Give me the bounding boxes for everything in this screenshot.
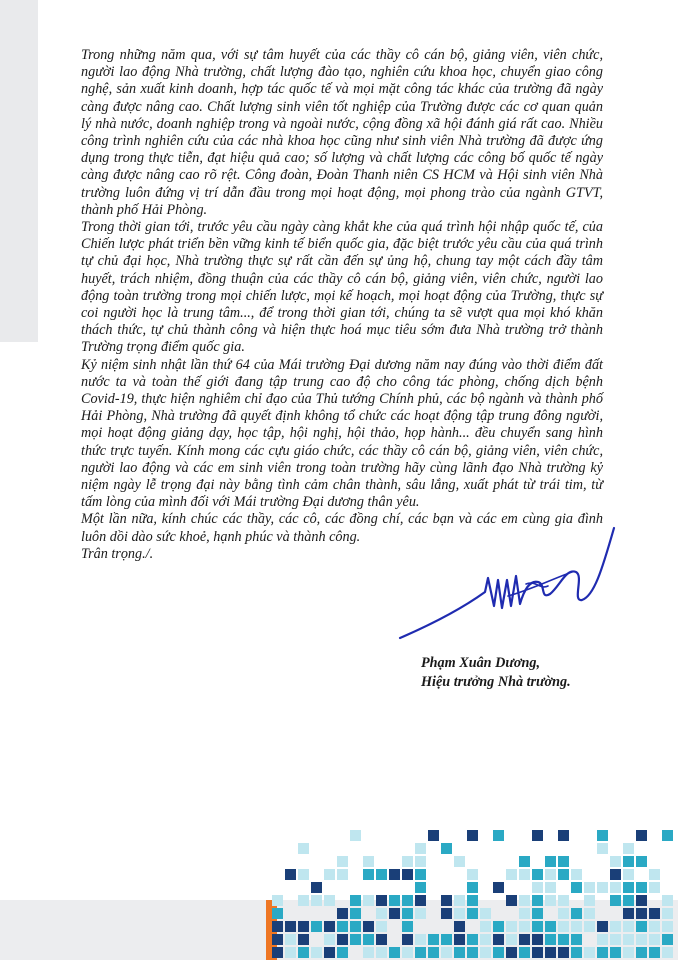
- mosaic-tile: [298, 921, 309, 932]
- mosaic-tile: [337, 856, 348, 867]
- mosaic-tile: [636, 830, 647, 841]
- mosaic-tile: [519, 869, 530, 880]
- mosaic-tile: [584, 921, 595, 932]
- mosaic-tile: [558, 921, 569, 932]
- mosaic-tile: [506, 921, 517, 932]
- mosaic-tile: [610, 856, 621, 867]
- mosaic-tile: [376, 869, 387, 880]
- mosaic-tile: [415, 882, 426, 893]
- mosaic-tile: [662, 934, 673, 945]
- mosaic-tile: [571, 908, 582, 919]
- mosaic-tile: [532, 934, 543, 945]
- mosaic-tile: [480, 934, 491, 945]
- mosaic-tile: [506, 947, 517, 958]
- signer-title: Hiệu trưởng Nhà trường.: [421, 674, 571, 690]
- mosaic-tile: [623, 843, 634, 854]
- mosaic-tile: [311, 882, 322, 893]
- mosaic-tile: [532, 869, 543, 880]
- mosaic-tile: [285, 947, 296, 958]
- mosaic-tile: [467, 908, 478, 919]
- mosaic-tile: [532, 921, 543, 932]
- mosaic-tile: [415, 947, 426, 958]
- mosaic-tile: [363, 895, 374, 906]
- mosaic-tile: [584, 895, 595, 906]
- mosaic-tile: [467, 869, 478, 880]
- mosaic-tile: [519, 895, 530, 906]
- mosaic-tile: [662, 921, 673, 932]
- mosaic-tile: [337, 869, 348, 880]
- mosaic-tile: [623, 921, 634, 932]
- mosaic-tile: [571, 882, 582, 893]
- mosaic-tile: [545, 869, 556, 880]
- mosaic-tile: [597, 882, 608, 893]
- mosaic-tile: [441, 843, 452, 854]
- mosaic-tile: [402, 895, 413, 906]
- mosaic-tile: [350, 830, 361, 841]
- mosaic-tile: [337, 921, 348, 932]
- mosaic-tile: [636, 856, 647, 867]
- mosaic-tile: [623, 947, 634, 958]
- mosaic-tile: [272, 934, 283, 945]
- mosaic-tile: [389, 947, 400, 958]
- mosaic-tile: [480, 908, 491, 919]
- mosaic-tile: [402, 856, 413, 867]
- mosaic-tile: [558, 934, 569, 945]
- paragraph-2: Trong thời gian tới, trước yêu cầu ngày càng khắt khe của quá trình hội nhập quốc tế, của Chiến lược phát triển bền vững kinh tế biển quốc gia, đặc biệt trước yêu cầu của quá trình tự chủ đại học, Nhà trường thực sự rất cần đến sự ủng hộ, chung tay một cách đầy tâm huyết, trách nhiệm, đồng thuận của các thầy cô cán bộ, giảng viên, viên chức, người lao động toàn trường trong mọi chiến lược, mọi kế hoạch, mọi hoạt động của Trường, thực sự coi người học là trung tâm..., để trong thời gian tới, chúng ta sẽ vượt qua mọi khó khăn thách thức, tự chủ thành công và hiện thực hoá mục tiêu sớm đưa Nhà trường trở thành Trường trọng điểm quốc gia.: [81, 219, 603, 356]
- mosaic-tile: [285, 921, 296, 932]
- signer-block: [421, 654, 571, 692]
- mosaic-tile: [363, 869, 374, 880]
- mosaic-tile: [363, 856, 374, 867]
- mosaic-tile: [285, 934, 296, 945]
- paragraph-1: Trong những năm qua, với sự tâm huyết của các thầy cô cán bộ, giảng viên, viên chức, người lao động Nhà trường, chất lượng đào tạo, nghiên cứu khoa học, chuyển giao công nghệ, sản xuất kinh doanh, hợp tác quốc tế và mọi mặt công tác khác của trường đã ngày càng được nâng cao. Chất lượng sinh viên tốt nghiệp của Trường được các cơ quan quản lý nhà nước, doanh nghiệp trong và ngoài nước, cộng đồng xã hội đánh giá rất cao. Nhiều công trình nghiên cứu của các nhà khoa học cũng như sinh viên Nhà trường đã được ứng dụng trong thực tiễn, đạt hiệu quả cao; số lượng và chất lượng các công bố quốc tế ngày càng được nâng cao rõ rệt. Công đoàn, Đoàn Thanh niên CS HCM và Hội sinh viên Nhà trường luôn đứng vị trí dẫn đầu trong mọi hoạt động, mọi phong trào của ngành GTVT, thành phố Hải Phòng.: [81, 47, 603, 218]
- mosaic-tile: [649, 947, 660, 958]
- mosaic-tile: [389, 869, 400, 880]
- mosaic-tile: [441, 908, 452, 919]
- mosaic-tile: [337, 934, 348, 945]
- mosaic-tile: [298, 947, 309, 958]
- mosaic-tile: [441, 934, 452, 945]
- mosaic-tile: [610, 921, 621, 932]
- mosaic-tile: [428, 830, 439, 841]
- mosaic-tile: [376, 908, 387, 919]
- mosaic-tile: [272, 895, 283, 906]
- mosaic-tile: [558, 856, 569, 867]
- mosaic-tile: [272, 947, 283, 958]
- mosaic-tile: [532, 830, 543, 841]
- mosaic-tile: [532, 908, 543, 919]
- mosaic-tile: [350, 895, 361, 906]
- mosaic-tile: [298, 895, 309, 906]
- mosaic-tile: [519, 856, 530, 867]
- mosaic-tile: [441, 947, 452, 958]
- mosaic-tile: [519, 947, 530, 958]
- mosaic-tile: [584, 882, 595, 893]
- paragraph-4: Một lần nữa, kính chúc các thầy, các cô, các đồng chí, các bạn và các em cùng gia đình luôn dồi dào sức khoẻ, hạnh phúc và thành công.: [81, 511, 603, 545]
- mosaic-tile: [623, 856, 634, 867]
- mosaic-tile: [610, 882, 621, 893]
- mosaic-tile: [545, 947, 556, 958]
- mosaic-tile: [402, 934, 413, 945]
- mosaic-tile: [493, 934, 504, 945]
- mosaic-tile: [363, 947, 374, 958]
- mosaic-tile: [376, 947, 387, 958]
- mosaic-tile: [636, 908, 647, 919]
- mosaic-tile: [597, 934, 608, 945]
- mosaic-tile: [285, 869, 296, 880]
- mosaic-tile: [454, 921, 465, 932]
- mosaic-tile: [493, 830, 504, 841]
- mosaic-tile: [350, 908, 361, 919]
- mosaic-tile: [350, 921, 361, 932]
- mosaic-tile: [324, 869, 335, 880]
- mosaic-tile: [623, 934, 634, 945]
- mosaic-tile: [584, 947, 595, 958]
- mosaic-tile: [662, 908, 673, 919]
- mosaic-tile: [636, 882, 647, 893]
- mosaic-tile: [480, 947, 491, 958]
- mosaic-tile: [415, 843, 426, 854]
- mosaic-tile: [389, 895, 400, 906]
- mosaic-tile: [376, 895, 387, 906]
- mosaic-tile: [311, 895, 322, 906]
- mosaic-tile: [350, 934, 361, 945]
- mosaic-tile: [415, 934, 426, 945]
- mosaic-tile: [610, 869, 621, 880]
- mosaic-tile: [649, 882, 660, 893]
- mosaic-tile: [324, 895, 335, 906]
- mosaic-tile: [506, 869, 517, 880]
- mosaic-tile: [272, 908, 283, 919]
- mosaic-tile: [402, 908, 413, 919]
- mosaic-tile: [584, 908, 595, 919]
- mosaic-tile: [636, 934, 647, 945]
- mosaic-tile: [532, 895, 543, 906]
- paragraph-3: Kỷ niệm sinh nhật lần thứ 64 của Mái trường Đại dương năm nay đúng vào thời điểm đất nước ta và toàn thế giới đang tập trung cao độ cho công tác phòng, chống dịch bệnh Covid-19, thực hiện nghiêm chỉ đạo của Thủ tướng Chính phủ, các bộ ngành và thành phố Hải Phòng, Nhà trường đã quyết định không tổ chức các hoạt động tập trung đông người, mọi hoạt động giảng dạy, học tập, hội nghị, hội thảo, họp hành... đều chuyển sang hình thức trực tuyến. Kính mong các cựu giáo chức, các thầy cô cán bộ, giảng viên, viên chức, người lao động và các em sinh viên trong toàn trường hãy cùng lãnh đạo Nhà trường kỷ niệm ngày lễ trọng đại này bằng tình cảm chân thành, sâu lắng, xuất phát từ trái tim, từ tấm lòng của mình đối với Mái trường Đại dương thân yêu.: [81, 356, 603, 511]
- mosaic-tile: [597, 921, 608, 932]
- handwritten-signature: [390, 520, 620, 650]
- mosaic-tile: [571, 921, 582, 932]
- mosaic-tile: [337, 908, 348, 919]
- mosaic-tile: [558, 908, 569, 919]
- mosaic-tile: [402, 947, 413, 958]
- mosaic-tile: [311, 947, 322, 958]
- mosaic-tile: [649, 934, 660, 945]
- mosaic-tile: [558, 947, 569, 958]
- mosaic-tile: [662, 947, 673, 958]
- mosaic-tile: [402, 869, 413, 880]
- mosaic-tile: [610, 934, 621, 945]
- mosaic-tile: [389, 908, 400, 919]
- mosaic-tile: [428, 947, 439, 958]
- mosaic-tile: [571, 947, 582, 958]
- mosaic-tile: [415, 895, 426, 906]
- mosaic-tile: [558, 869, 569, 880]
- mosaic-tile: [636, 895, 647, 906]
- mosaic-tile: [467, 895, 478, 906]
- mosaic-tile: [363, 934, 374, 945]
- mosaic-tile: [649, 921, 660, 932]
- mosaic-tile: [506, 934, 517, 945]
- mosaic-tile: [376, 934, 387, 945]
- mosaic-tile: [519, 934, 530, 945]
- mosaic-tile: [272, 921, 283, 932]
- mosaic-tile: [493, 921, 504, 932]
- mosaic-tile: [402, 921, 413, 932]
- mosaic-tile: [636, 947, 647, 958]
- mosaic-tile: [454, 895, 465, 906]
- letter-body: [81, 47, 603, 563]
- pixel-mosaic-decoration: [272, 820, 678, 960]
- mosaic-tile: [610, 895, 621, 906]
- mosaic-tile: [467, 830, 478, 841]
- mosaic-tile: [519, 908, 530, 919]
- mosaic-tile: [623, 908, 634, 919]
- mosaic-tile: [467, 947, 478, 958]
- mosaic-tile: [324, 947, 335, 958]
- mosaic-tile: [415, 908, 426, 919]
- mosaic-tile: [519, 921, 530, 932]
- mosaic-tile: [532, 947, 543, 958]
- mosaic-tile: [506, 895, 517, 906]
- mosaic-tile: [532, 882, 543, 893]
- mosaic-tile: [337, 947, 348, 958]
- mosaic-tile: [454, 908, 465, 919]
- mosaic-tile: [662, 830, 673, 841]
- mosaic-tile: [571, 934, 582, 945]
- mosaic-tile: [324, 921, 335, 932]
- mosaic-tile: [545, 921, 556, 932]
- mosaic-tile: [415, 856, 426, 867]
- mosaic-tile: [454, 934, 465, 945]
- mosaic-tile: [662, 895, 673, 906]
- mosaic-tile: [623, 882, 634, 893]
- mosaic-tile: [545, 856, 556, 867]
- mosaic-tile: [324, 934, 335, 945]
- mosaic-tile: [623, 869, 634, 880]
- mosaic-tile: [493, 947, 504, 958]
- mosaic-tile: [467, 934, 478, 945]
- mosaic-tile: [571, 869, 582, 880]
- mosaic-tile: [610, 947, 621, 958]
- mosaic-tile: [311, 921, 322, 932]
- mosaic-tile: [441, 895, 452, 906]
- mosaic-tile: [467, 882, 478, 893]
- mosaic-tile: [415, 869, 426, 880]
- mosaic-tile: [636, 921, 647, 932]
- mosaic-tile: [454, 856, 465, 867]
- mosaic-tile: [597, 947, 608, 958]
- mosaic-tile: [298, 869, 309, 880]
- mosaic-tile: [428, 934, 439, 945]
- mosaic-tile: [298, 843, 309, 854]
- mosaic-tile: [597, 843, 608, 854]
- mosaic-tile: [480, 921, 491, 932]
- mosaic-tile: [493, 882, 504, 893]
- mosaic-tile: [558, 830, 569, 841]
- mosaic-tile: [558, 895, 569, 906]
- mosaic-tile: [363, 921, 374, 932]
- mosaic-tile: [623, 895, 634, 906]
- mosaic-tile: [545, 934, 556, 945]
- mosaic-tile: [545, 882, 556, 893]
- mosaic-tile: [649, 869, 660, 880]
- mosaic-tile: [298, 934, 309, 945]
- signer-name: Phạm Xuân Dương,: [421, 655, 541, 671]
- mosaic-tile: [597, 830, 608, 841]
- closing-line: Trân trọng./.: [81, 545, 154, 562]
- mosaic-tile: [649, 908, 660, 919]
- left-decor-band: [0, 0, 38, 342]
- mosaic-tile: [376, 921, 387, 932]
- mosaic-tile: [545, 895, 556, 906]
- mosaic-tile: [454, 947, 465, 958]
